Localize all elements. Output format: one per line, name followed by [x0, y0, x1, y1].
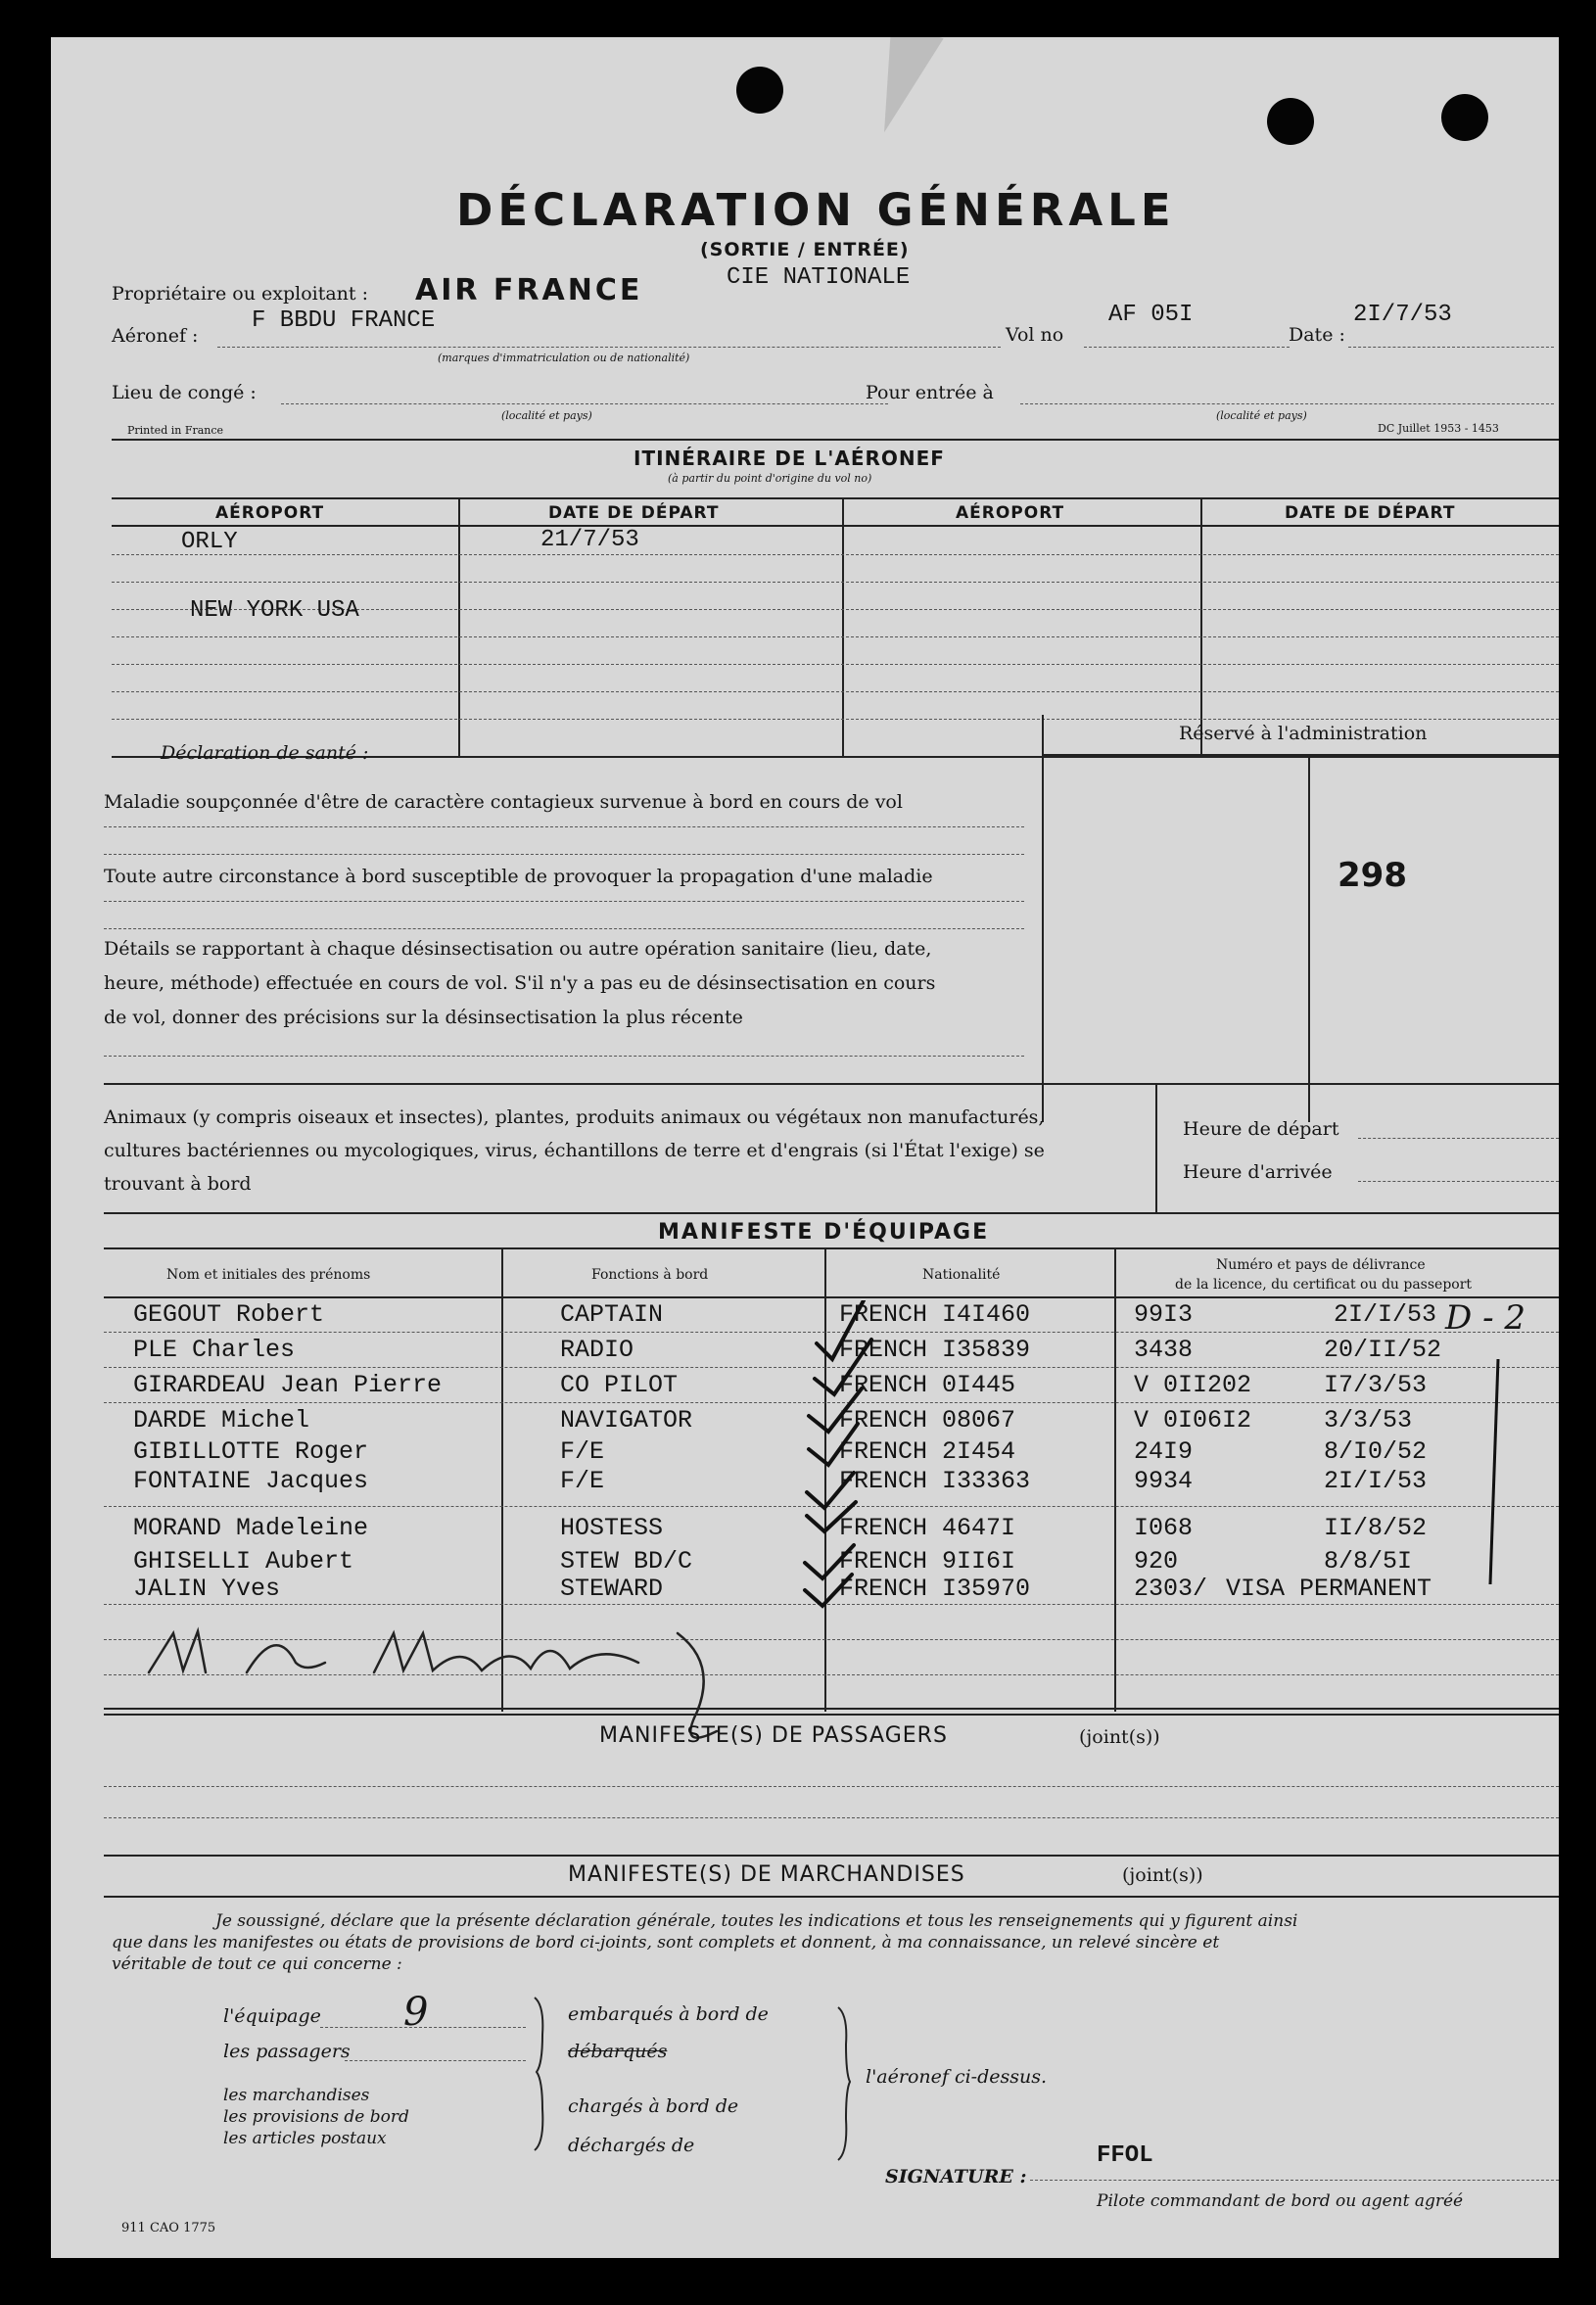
locality-note: (localité et pays) [501, 409, 592, 422]
handwritten-bracket [1471, 1349, 1510, 1594]
crew-name: DARDE Michel [133, 1406, 310, 1435]
crew-licence: I068 [1134, 1514, 1194, 1542]
brace [531, 1996, 550, 2152]
crew-nationality: FRENCH I35839 [839, 1336, 1031, 1364]
brace-right [834, 2005, 854, 2162]
signature-label: SIGNATURE : [885, 2166, 1027, 2187]
crew-nationality: FRENCH I33363 [839, 1467, 1031, 1495]
unloaded-label: déchargés de [568, 2135, 695, 2156]
footer-code: 911 CAO 1775 [121, 2221, 216, 2235]
printer-note: Printed in France [127, 424, 224, 437]
passengers-label: les passagers [223, 2041, 351, 2062]
crew-function: HOSTESS [560, 1514, 664, 1542]
crew-licence-date: II/8/52 [1324, 1514, 1428, 1542]
punch-hole [736, 67, 783, 114]
col-airport-2: AÉROPORT [956, 503, 1065, 523]
col-date-2: DATE DE DÉPART [1285, 503, 1456, 523]
aircraft-above: l'aéronef ci-dessus. [866, 2066, 1048, 2088]
form-reference: DC Juillet 1953 - 1453 [1378, 422, 1499, 435]
departure-time-label: Heure de départ [1183, 1118, 1339, 1140]
crew-name: FONTAINE Jacques [133, 1467, 369, 1495]
crew-licence: 99I3 [1134, 1300, 1194, 1329]
departure-place-label: Lieu de congé : [112, 382, 257, 403]
torn-corner [858, 37, 943, 141]
crew-licence-date: 8/I0/52 [1324, 1437, 1428, 1466]
crew-function: CO PILOT [560, 1371, 679, 1399]
owner-value: AIR FRANCE [415, 273, 643, 307]
crew-function: CAPTAIN [560, 1300, 664, 1329]
crew-function: STEWARD [560, 1575, 664, 1603]
embarked-label: embarqués à bord de [568, 2003, 769, 2025]
col-licence-1: Numéro et pays de délivrance [1216, 1257, 1426, 1273]
goods-joint: (joint(s)) [1122, 1864, 1203, 1886]
crew-function: F/E [560, 1467, 605, 1495]
owner-value-2: CIE NATIONALE [727, 264, 911, 291]
aircraft-note: (marques d'immatriculation ou de nationalité) [438, 352, 690, 364]
crew-function: STEW BD/C [560, 1547, 693, 1576]
flight-label: Vol no [1006, 324, 1064, 346]
signature-value: FFOL [1097, 2142, 1153, 2169]
health-q3-line3: de vol, donner des précisions sur la désinsectisation la plus récente [104, 1007, 743, 1028]
crew-nationality: FRENCH 2I454 [839, 1437, 1016, 1466]
form-subtitle: (SORTIE / ENTRÉE) [700, 239, 910, 260]
animals-line3: trouvant à bord [104, 1173, 252, 1195]
crew-count: 9 [403, 1990, 429, 2035]
col-airport-1: AÉROPORT [215, 503, 325, 523]
crew-function: NAVIGATOR [560, 1406, 693, 1435]
postal-label: les articles postaux [223, 2129, 387, 2148]
crew-count-label: l'équipage [223, 2005, 321, 2027]
declaration-form-page [51, 37, 1559, 2258]
col-function: Fonctions à bord [591, 1267, 709, 1283]
side-note: D - 2 [1445, 1298, 1526, 1338]
health-title: Déclaration de santé : [161, 742, 369, 764]
row1-airport: ORLY [181, 529, 238, 555]
crew-licence-date: 2I/I/53 [1334, 1300, 1437, 1329]
crew-nationality: FRENCH I4I460 [839, 1300, 1031, 1329]
crew-licence-date: 3/3/53 [1324, 1406, 1413, 1435]
date-label: Date : [1289, 324, 1345, 346]
crew-function: F/E [560, 1437, 605, 1466]
animals-line2: cultures bactériennes ou mycologiques, virus, échantillons de terre et d'engrais (si l'État l'exige) se [104, 1140, 1045, 1161]
crew-licence-date: I7/3/53 [1324, 1371, 1428, 1399]
crew-name: GIRARDEAU Jean Pierre [133, 1371, 443, 1399]
arrival-time-label: Heure d'arrivée [1183, 1161, 1333, 1183]
crew-nationality: FRENCH 4647I [839, 1514, 1016, 1542]
locality-note-2: (localité et pays) [1216, 409, 1307, 422]
crew-licence: V 0I06I2 [1134, 1406, 1252, 1435]
goods-label: les marchandises [223, 2086, 370, 2105]
crew-nationality: FRENCH 9II6I [839, 1547, 1016, 1576]
admin-label: Réservé à l'administration [1179, 723, 1428, 744]
crew-licence: V 0II202 [1134, 1371, 1252, 1399]
col-name: Nom et initiales des prénoms [166, 1267, 371, 1283]
itinerary-subtitle: (à partir du point d'origine du vol no) [668, 472, 872, 485]
crew-licence-date: 8/8/5I [1324, 1547, 1413, 1576]
goods-title: MANIFESTE(S) DE MARCHANDISES [568, 1862, 965, 1887]
crew-licence-date: VISA PERMANENT [1226, 1575, 1432, 1603]
declaration-line1: Je soussigné, déclare que la présente déclaration générale, toutes les indications et tous les renseignements qui y figurent ainsi [215, 1911, 1298, 1931]
signatory: Pilote commandant de bord ou agent agréé [1097, 2191, 1464, 2211]
crew-licence-date: 20/II/52 [1324, 1336, 1442, 1364]
entry-label: Pour entrée à [866, 382, 994, 403]
crew-licence: 920 [1134, 1547, 1179, 1576]
crew-title: MANIFESTE D'ÉQUIPAGE [658, 1220, 990, 1245]
crew-licence: 24I9 [1134, 1437, 1194, 1466]
aircraft-label: Aéronef : [112, 325, 199, 347]
punch-hole [1267, 98, 1314, 145]
declaration-line2: que dans les manifestes ou états de provisions de bord ci-joints, sont complets et donnent, à ma connaissance, un relevé sincère et [112, 1933, 1220, 1952]
animals-line1: Animaux (y compris oiseaux et insectes), plantes, produits animaux ou végétaux non manufacturés, [104, 1106, 1045, 1128]
passengers-title: MANIFESTE(S) DE PASSAGERS [599, 1723, 948, 1748]
row1-date: 21/7/53 [540, 527, 639, 553]
handwritten-checkmarks [795, 1300, 913, 1623]
health-q1: Maladie soupçonnée d'être de caractère contagieux survenue à bord en cours de vol [104, 791, 903, 813]
col-date-1: DATE DE DÉPART [548, 503, 720, 523]
form-title: DÉCLARATION GÉNÉRALE [456, 184, 1176, 236]
passengers-joint: (joint(s)) [1079, 1726, 1160, 1748]
date-value: 2I/7/53 [1353, 302, 1452, 328]
crew-name: PLE Charles [133, 1336, 296, 1364]
col-licence-2: de la licence, du certificat ou du passeport [1175, 1277, 1473, 1293]
provisions-label: les provisions de bord [223, 2107, 409, 2127]
punch-hole [1441, 94, 1488, 141]
crew-name: GIBILLOTTE Roger [133, 1437, 369, 1466]
row2-airport: NEW YORK USA [190, 597, 359, 624]
crew-function: RADIO [560, 1336, 634, 1364]
crew-nationality: FRENCH 08067 [839, 1406, 1016, 1435]
loaded-label: chargés à bord de [568, 2095, 739, 2117]
declaration-line3: véritable de tout ce qui concerne : [112, 1954, 402, 1974]
crew-name: GEGOUT Robert [133, 1300, 325, 1329]
health-q3-line2: heure, méthode) effectuée en cours de vol. S'il n'y a pas eu de désinsectisation en cours [104, 972, 936, 994]
health-q3-line1: Détails se rapportant à chaque désinsectisation ou autre opération sanitaire (lieu, date, [104, 938, 932, 960]
disembarked-label: débarqués [568, 2041, 668, 2062]
owner-label: Propriétaire ou exploitant : [112, 283, 368, 305]
crew-licence: 3438 [1134, 1336, 1194, 1364]
crew-licence-date: 2I/I/53 [1324, 1467, 1428, 1495]
crew-name: MORAND Madeleine [133, 1514, 369, 1542]
crew-licence: 9934 [1134, 1467, 1194, 1495]
itinerary-title: ITINÉRAIRE DE L'AÉRONEF [634, 447, 945, 470]
col-nationality: Nationalité [922, 1267, 1001, 1283]
crew-nationality: FRENCH I35970 [839, 1575, 1031, 1603]
crew-name: GHISELLI Aubert [133, 1547, 354, 1576]
admin-number: 298 [1338, 856, 1407, 895]
crew-nationality: FRENCH 0I445 [839, 1371, 1016, 1399]
flight-value: AF 05I [1108, 302, 1194, 328]
crew-licence: 2303/ [1134, 1575, 1208, 1603]
aircraft-value: F BBDU FRANCE [252, 307, 436, 334]
health-q2: Toute autre circonstance à bord susceptible de provoquer la propagation d'une maladie [104, 866, 933, 887]
crew-name: JALIN Yves [133, 1575, 281, 1603]
